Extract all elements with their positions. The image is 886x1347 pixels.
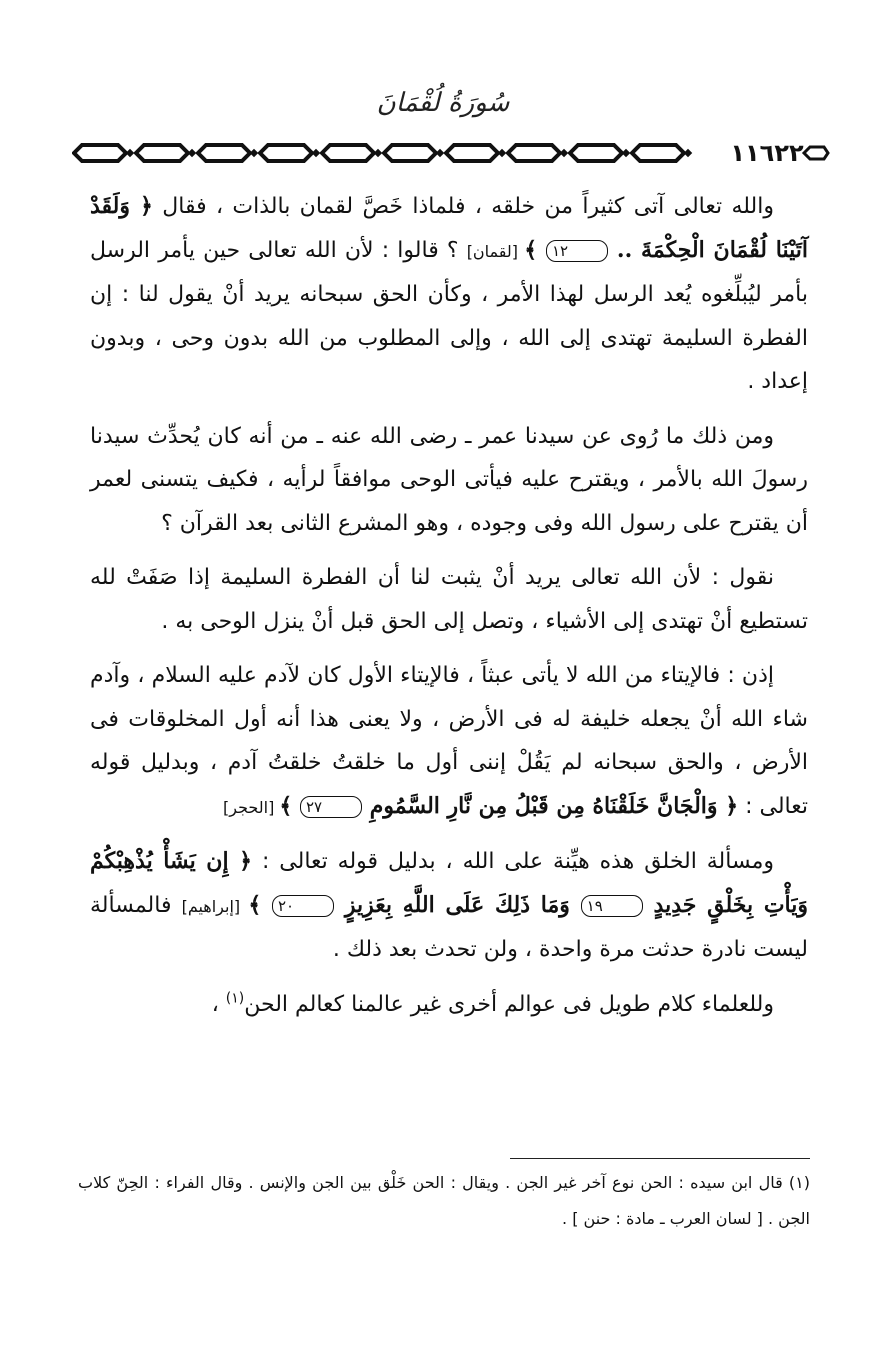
text-run: ،	[211, 991, 226, 1017]
paragraph-5	[90, 840, 808, 972]
ornament-diamond	[250, 149, 258, 157]
surah-reference: [لقمان]	[466, 241, 525, 261]
quran-brace: ﴾	[248, 892, 272, 918]
ayah-number: ١٩	[581, 895, 643, 917]
quran-brace: ﴾	[524, 237, 546, 263]
page-number: ١١٦٢٢	[730, 139, 804, 167]
ayah-number: ٢٧	[300, 796, 362, 818]
quran-verse: ﴿ إِن يَشَأْ يُذْهِبْكُمْ وَيَأْتِ بِخَلْقٍ جَدِيدٍ	[90, 848, 808, 918]
text-run: وللعلماء كلام طويل فى عوالم أخرى غير عالمنا كعالم الحن	[244, 991, 774, 1017]
ornament-diamond	[126, 149, 134, 157]
paragraph-4	[90, 654, 808, 829]
ornament-diamond	[374, 149, 382, 157]
ornament-link	[446, 145, 498, 161]
quran-verse: ﴿ وَالْجَانَّ خَلَقْنَاهُ مِن قَبْلُ مِن نَّارِ السَّمُومِ	[362, 792, 739, 819]
paragraph-2: ومن ذلك ما رُوى عن سيدنا عمر ـ رضى الله عنه ـ من أنه كان يُحدِّث سيدنا رسولَ الله بالأمر ، ويقترح عليه فيأتى الوحى موافقاً لرأيه ، فكيف يتسنى لعمر أن يقترح على رسول الله وفى وجوده ، وهو المشرع الثانى بعد القرآن ؟	[90, 423, 808, 536]
surah-title: سُورَةُ لُقْمَانَ	[376, 88, 510, 118]
header-ornament	[72, 140, 712, 166]
text-run: ومسألة الخلق هذه هيِّنة على الله ، بدليل قوله تعالى :	[252, 849, 774, 874]
ornament-link	[322, 145, 374, 161]
footnote-marker: (١)	[225, 990, 245, 1007]
ornament-diamond	[498, 149, 506, 157]
ornament-link	[570, 145, 622, 161]
page-number-ornament	[800, 145, 830, 161]
quran-verse: ﴿ وَلَقَدْ آتَيْنَا لُقْمَانَ الْحِكْمَةَ ..	[90, 193, 808, 263]
footnote-divider	[510, 1158, 810, 1159]
ayah-number: ٢٠	[272, 895, 334, 917]
ornament-diamond	[622, 149, 630, 157]
surah-reference: [إبراهيم]	[181, 896, 249, 916]
ornament-diamond	[188, 149, 196, 157]
text-run: والله تعالى آتى كثيراً من خلقه ، فلماذا خَصَّ لقمان بالذات ، فقال	[152, 194, 774, 219]
quran-brace: ﴾	[279, 793, 300, 819]
paragraph-6	[90, 983, 808, 1027]
ornament-link	[384, 145, 436, 161]
text-run: فالمسألة ليست نادرة حدثت مرة واحدة ، ولن تحدث بعد ذلك .	[90, 892, 808, 962]
ornament-link	[260, 145, 312, 161]
ayah-number: ١٢	[546, 240, 608, 262]
quran-verse: وَمَا ذَلِكَ عَلَى اللَّهِ بِعَزِيزٍ	[334, 891, 581, 918]
text-run: ؟ قالوا : لأن الله تعالى حين يأمر الرسل بأمر ليُبلِّغوه يُعد الرسل لهذا الأمر ، وكأن الحق سبحانه يريد أنْ يقول لنا : إن الفطرة السليمة تهتدى إلى الله ، وإلى المطلوب من الله بدون وحى ، وبدون إعداد .	[90, 237, 808, 394]
surah-reference: [الحجر]	[223, 797, 280, 817]
ornament-diamond	[312, 149, 320, 157]
text-run: إذن : فالإيتاء من الله لا يأتى عبثاً ، فالإيتاء الأول كان لآدم عليه السلام ، وآدم شاء الله أنْ يجعله خليفة له فى الأرض ، ولا يعنى هذا أنه أول المخلوقات فى الأرض ، والحق سبحانه لم يَقُلْ إننى أول ما خلقتُ خلقتُ آدم ، وبدليل قوله تعالى :	[90, 663, 808, 819]
ornament-link	[136, 145, 188, 161]
ornament-link	[74, 145, 126, 161]
ornament-link	[632, 145, 684, 161]
ornament-diamond	[684, 149, 692, 157]
footnote: (١) قال ابن سيده : الحن نوع آخر غير الجن . ويقال : الحن خَلْق بين الجن والإنس . وقال الفراء : الحِنّ كلاب الجن . [ لسان العرب ـ مادة : حنن ] .	[78, 1173, 810, 1228]
ornament-diamond	[436, 149, 444, 157]
ornament-link	[198, 145, 250, 161]
ornament-link	[508, 145, 560, 161]
paragraph-3: نقول : لأن الله تعالى يريد أنْ يثبت لنا أن الفطرة السليمة إذا صَفَتْ لله تستطيع أنْ تهتدى إلى الأشياء ، وتصل إلى الحق قبل أنْ ينزل الوحى به .	[90, 565, 808, 634]
paragraph-1	[90, 185, 808, 404]
ornament-diamond	[560, 149, 568, 157]
main-text	[90, 185, 808, 1037]
